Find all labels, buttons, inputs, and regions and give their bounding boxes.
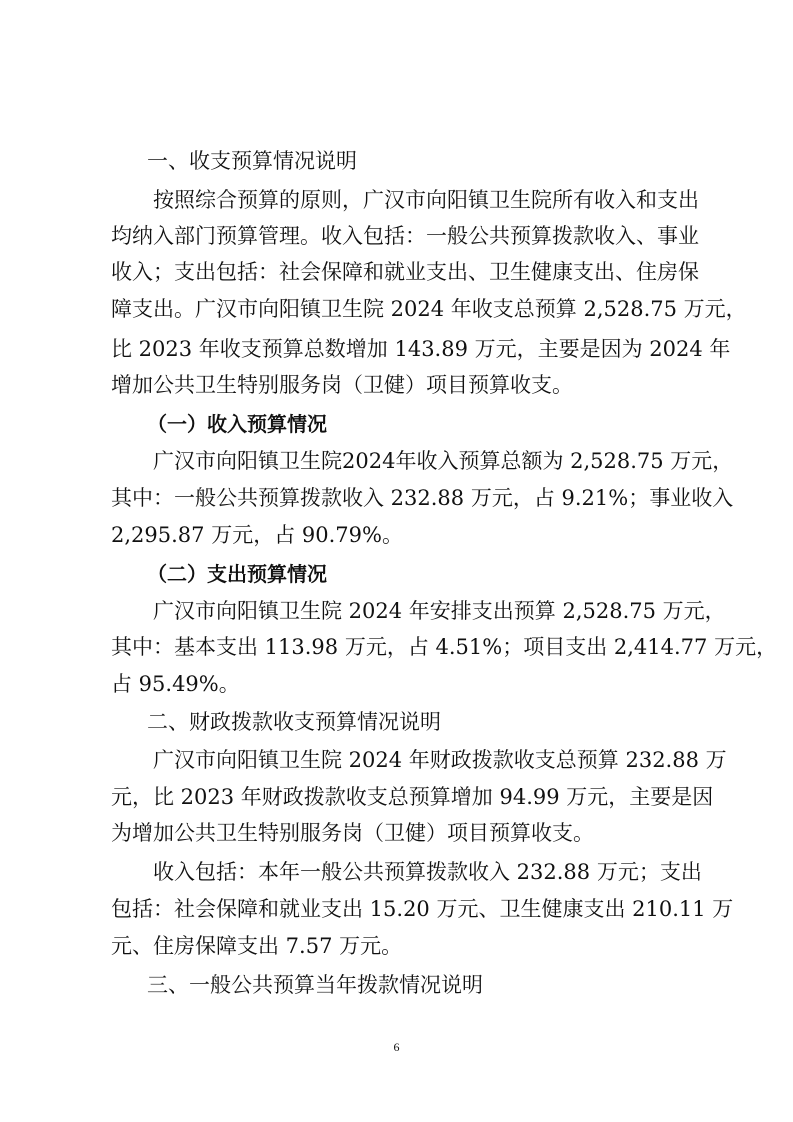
section-heading-2: 二、财政拨款收支预算情况说明 [147,710,441,734]
paragraph-line: 按照综合预算的原则，广汉市向阳镇卫生院所有收入和支出 [153,188,699,212]
paragraph-line: 均纳入部门预算管理。收入包括：一般公共预算拨款收入、事业 [111,224,699,248]
paragraph-line: 障支出。广汉市向阳镇卫生院 2024 年收支总预算 2,528.75 万元， [111,297,747,321]
paragraph-line: 2,295.87 万元，占 90.79%。 [111,523,403,547]
paragraph-line: 为增加公共卫生特别服务岗（卫健）项目预算收支。 [111,821,594,845]
paragraph-line: 元、住房保障支出 7.57 万元。 [111,934,403,958]
section-heading-1: 一、收支预算情况说明 [147,149,357,173]
paragraph-line: 元，比 2023 年财政拨款收支总预算增加 94.99 万元，主要是因 [111,785,714,809]
paragraph-line: 收入包括：本年一般公共预算拨款收入 232.88 万元；支出 [153,860,702,884]
subsection-heading-expense: （二）支出预算情况 [147,562,327,586]
subsection-heading-income: （一）收入预算情况 [147,412,327,436]
paragraph-line: 其中：一般公共预算拨款收入 232.88 万元，占 9.21%；事业收入 [111,486,734,510]
paragraph-line: 广汉市向阳镇卫生院 2024 年财政拨款收支总预算 232.88 万 [153,748,727,772]
paragraph-line: 广汉市向阳镇卫生院2024年收入预算总额为 2,528.75 万元， [153,449,734,473]
paragraph-line: 其中：基本支出 113.98 万元，占 4.51%；项目支出 2,414.77 万元， [111,635,778,659]
paragraph-line: 比 2023 年收支预算总数增加 143.89 万元，主要是因为 2024 年 [111,337,731,361]
section-heading-3: 三、一般公共预算当年拨款情况说明 [147,973,483,997]
paragraph-line: 收入；支出包括：社会保障和就业支出、卫生健康支出、住房保 [111,260,699,284]
paragraph-line: 增加公共卫生特别服务岗（卫健）项目预算收支。 [111,373,573,397]
paragraph-line: 占 95.49%。 [111,672,240,696]
page-number: 6 [393,1040,400,1054]
paragraph-line: 广汉市向阳镇卫生院 2024 年安排支出预算 2,528.75 万元， [153,599,726,623]
paragraph-line: 包括：社会保障和就业支出 15.20 万元、卫生健康支出 210.11 万 [111,897,734,921]
